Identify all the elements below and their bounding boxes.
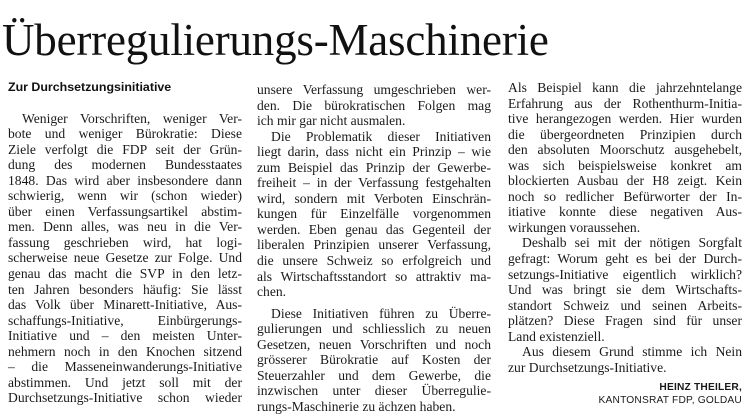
text-line: kungen für Einzelfälle vorgenommen (257, 206, 491, 222)
text-line: inzwischen unter dieser Überregulie- (257, 383, 491, 399)
text-line: Die Problematik dieser Initiativen (271, 128, 491, 144)
author-signature (508, 381, 742, 407)
text-line: grösserer Bürokratie auf Kosten der (257, 352, 491, 368)
text-line: Ziele verfolgt die FDP seit der Grün- (8, 141, 242, 157)
text-line: liberalen Prinzipien unserer Verfassung, (257, 237, 491, 253)
text-line: chen. (257, 284, 287, 300)
text-line: bote und weniger Bürokratie: Diese (8, 126, 242, 142)
text-line: Steuerzahler und dem Gewerbe, die (257, 367, 491, 383)
article-kicker: Zur Durchsetzungsinitiative (8, 80, 172, 94)
article-column-1 (8, 80, 242, 406)
article-headline: Überregulierungs-Maschinerie (2, 15, 549, 65)
text-line: werden. Eben genau das Gegenteil der (257, 221, 491, 237)
text-line: den. Die bürokratischen Folgen mag (257, 97, 491, 113)
text-line: tive herangezogen werden. Hier wurden (508, 111, 742, 127)
text-line: men. Denn alles, was neu in die Ver- (8, 219, 242, 235)
text-line: Als Beispiel kann die jahrzehntelange (508, 80, 742, 95)
article-column-2 (257, 82, 491, 414)
text-line: Initiative und – den meisten Unter- (8, 328, 242, 344)
text-line: Land existenziell. (508, 328, 605, 344)
text-line: die unsere Schweiz so erfolgreich und (257, 253, 491, 269)
text-line: Aus diesem Grund stimme ich Nein (522, 344, 742, 360)
text-line: die übergeordneten Prinzipien durch (508, 126, 742, 142)
text-line: ten Jahren besonders häufig: Sie lässt (8, 281, 242, 297)
text-line: den absoluten Moorschutz ausgehebelt, (508, 142, 742, 158)
text-line: Erfahrung aus der Rothenthurm-Initia- (508, 95, 742, 111)
text-line: unsere Verfassung umgeschrieben wer- (257, 82, 491, 97)
text-line: zur Durchsetzungs-Initiative. (508, 359, 667, 375)
text-line: scherweise neue Gesetze zur Folge. Und (8, 250, 242, 266)
text-line: genau das macht die SVP in den letz- (8, 266, 242, 282)
text-line: Durchsetzungs-Initiative schon wieder (8, 390, 242, 406)
text-line: rungs-Maschinerie zu ächzen haben. (257, 398, 456, 414)
author-name: HEINZ THEILER, (659, 382, 742, 394)
text-line: Deshalb sei mit der nötigen Sorgfalt (522, 235, 742, 251)
text-line: das Volk über Minarett-Initiative, Aus- (8, 297, 242, 313)
text-line: gulierungen und schliesslich zu neuen (257, 321, 491, 337)
author-role: KANTONSRAT FDP, GOLDAU (598, 395, 742, 407)
text-line: noch so redlicher Befürworter der In- (508, 188, 742, 204)
text-line: dung des modernen Bundesstaates (8, 157, 242, 173)
text-line: freiheit – in der Verfassung festgehalten (257, 175, 491, 191)
text-line: als Wirtschaftsstandort so attraktiv ma- (257, 268, 491, 284)
text-line: standort Schweiz und seinen Arbeits- (508, 297, 742, 313)
text-line: Weniger Vorschriften, weniger Ver- (22, 110, 242, 126)
text-line: über einen Verfassungsartikel abstim- (8, 203, 242, 219)
text-line: itiative konnte diese negativen Aus- (508, 204, 742, 220)
article-column-3 (508, 80, 742, 407)
text-line: schwierig, wenn wir (schon wieder) (8, 188, 242, 204)
text-line: Gesetzen, neuen Vorschriften und noch (257, 336, 491, 352)
text-line: gefragt: Worum geht es bei der Durch- (508, 251, 742, 267)
text-line: plätzen? Diese Fragen sind für unser (508, 313, 742, 329)
text-line: 1848. Das wird aber insbesondere dann (8, 172, 242, 188)
text-line: wird, sondern mit Verboten Einschrän- (257, 190, 491, 206)
text-line: schaffungs-Initiative, Einbürgerungs- (8, 312, 242, 328)
text-line: liegt darin, dass nicht ein Prinzip – wie (257, 144, 491, 160)
text-line: ich mir gar nicht ausmalen. (257, 113, 406, 129)
text-line: Und was bringt sie dem Wirtschafts- (508, 282, 742, 298)
text-line: was sich beispielsweise konkret am (508, 157, 742, 173)
text-line: nehmern noch in den Knochen sitzend (8, 343, 242, 359)
text-line: wirkungen voraussehen. (508, 219, 641, 235)
text-line: Diese Initiativen führen zu Überre- (271, 305, 491, 321)
text-line: fassung geschrieben wird, hat logi- (8, 234, 242, 250)
text-line: setzungs-Initiative eigentlich wirklich? (508, 266, 742, 282)
text-line: blockierten Ausbau der H8 zeigt. Kein (508, 173, 742, 189)
text-line: abstimmen. Und jetzt soll mit der (8, 374, 242, 390)
text-line: – die Masseneinwanderungs-Initiative (8, 359, 242, 375)
text-line: zum Beispiel das Prinzip der Gewerbe- (257, 159, 491, 175)
